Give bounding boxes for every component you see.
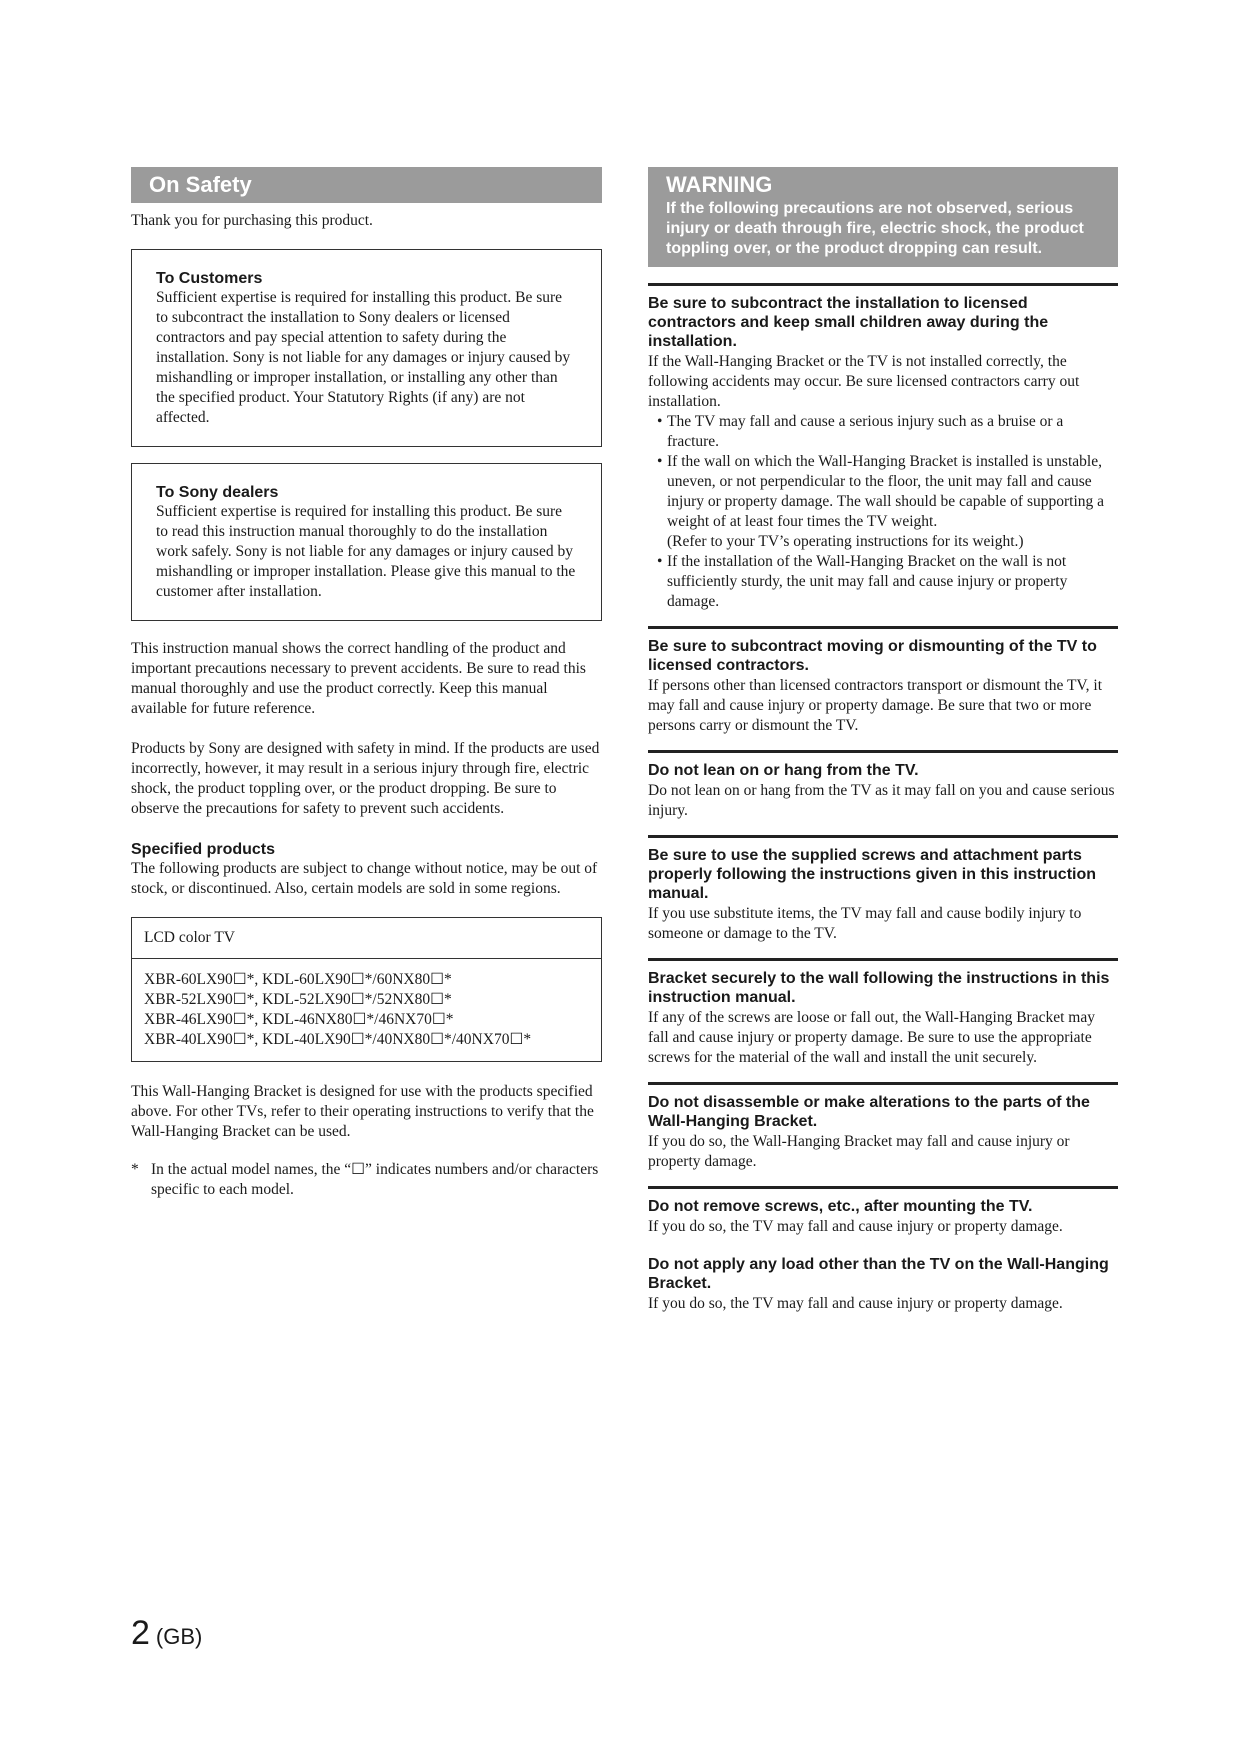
dealers-box (131, 463, 602, 621)
warning-item-heading: Do not apply any load other than the TV on the Wall-Hanging Bracket. (648, 1256, 1109, 1292)
design-paragraph: Products by Sony are designed with safety in mind. If the products are used incorrectly, however, it may result in a serious injury through fire, electric shock, the product toppling over, or the product dropping. Be sure to observe the precautions for safety to prevent such accidents. (131, 740, 600, 817)
product-table-body (132, 959, 601, 1061)
customers-heading: To Customers (156, 270, 263, 287)
warning-text: If the following precautions are not observed, serious injury or death through fire, electric shock, the product toppling over, or the product dropping can result. (666, 200, 1084, 257)
warning-item-heading: Do not lean on or hang from the TV. (648, 762, 919, 779)
customers-box (131, 249, 602, 447)
warning-item-text: If any of the screws are loose or fall out, the Wall-Hanging Bracket may fall and cause injury or property damage. Be sure to use the appropriate screws for the material of the wall and install the unit securely. (648, 1009, 1095, 1066)
warning-item-text: Do not lean on or hang from the TV as it may fall on you and cause serious injury. (648, 782, 1115, 819)
warning-item (648, 1247, 1118, 1314)
bullet-item: • The TV may fall and cause a serious injury such as a bruise or a fracture. (657, 413, 1064, 450)
warning-item (648, 283, 1118, 612)
warning-item-text: If you use substitute items, the TV may fall and cause bodily injury to someone or damage to the TV. (648, 905, 1082, 942)
warning-item-text: If you do so, the Wall-Hanging Bracket may fall and cause injury or property damage. (648, 1133, 1070, 1170)
warning-item-heading: Bracket securely to the wall following the instructions in this instruction manual. (648, 970, 1110, 1006)
specified-products-text: The following products are subject to change without notice, may be out of stock, or discontinued. Also, certain models are sold in some regions. (131, 860, 598, 897)
customers-text: Sufficient expertise is required for installing this product. Be sure to subcontract the installation to Sony dealers or licensed contractors and pay special attention to safety during the installation. Sony is not liable for any damages or injury caused by mishandling or improper installation, or installing any other than the specified product. Your Statutory Rights (if any) are not affected. (156, 289, 571, 426)
warning-item-heading: Be sure to subcontract moving or dismounting of the TV to licensed contractors. (648, 638, 1097, 674)
dealers-heading: To Sony dealers (156, 484, 279, 501)
warning-box (648, 167, 1118, 267)
dealers-text: Sufficient expertise is required for installing this product. Be sure to read this instruction manual thoroughly to do the installation work safely. Sony is not liable for any damages or injury caused by mishandling or improper installation. Please give this manual to the customer after installation. (156, 503, 576, 600)
warning-title: WARNING (666, 172, 773, 197)
intro-text: Thank you for purchasing this product. (131, 212, 373, 229)
right-column (648, 167, 1118, 1314)
warning-item-heading: Do not remove screws, etc., after mounting the TV. (648, 1198, 1033, 1215)
warning-item-heading: Do not disassemble or make alterations to the parts of the Wall-Hanging Bracket. (648, 1094, 1090, 1130)
section-title-on-safety: On Safety (131, 167, 602, 203)
specified-products-heading: Specified products (131, 841, 276, 858)
product-table (131, 917, 602, 1062)
warning-item-bullets (648, 412, 1118, 612)
product-table-header: LCD color TV (132, 918, 601, 959)
warning-item-heading: Be sure to subcontract the installation to licensed contractors and keep small children away during the installation. (648, 295, 1049, 350)
warning-item-text: If the Wall-Hanging Bracket or the TV is not installed correctly, the following accidents may occur. Be sure licensed contractors carry out installation. (648, 353, 1080, 410)
warning-item-heading: Be sure to use the supplied screws and attachment parts properly following the instructions given in this instruction manual. (648, 847, 1097, 902)
product-row: XBR-40LX90☐*, KDL-40LX90☐*/40NX80☐*/40NX70☐* (144, 1031, 532, 1048)
warning-item (648, 1186, 1118, 1237)
footnote (131, 1160, 602, 1200)
warning-item-text: If you do so, the TV may fall and cause injury or property damage. (648, 1295, 1063, 1312)
left-column (131, 167, 602, 1200)
warning-item-text: If persons other than licensed contractors transport or dismount the TV, it may fall and cause injury or property damage. Be sure that two or more persons carry or dismount the TV. (648, 677, 1102, 734)
product-row: XBR-46LX90☐*, KDL-46NX80☐*/46NX70☐* (144, 1011, 454, 1028)
footnote-text: In the actual model names, the “☐” indicates numbers and/or characters specific to each model. (151, 1161, 599, 1198)
warning-item (648, 750, 1118, 821)
product-row: XBR-60LX90☐*, KDL-60LX90☐*/60NX80☐* (144, 971, 452, 988)
warning-item-text: If you do so, the TV may fall and cause injury or property damage. (648, 1218, 1063, 1235)
manual-paragraph: This instruction manual shows the correct handling of the product and important precautions necessary to prevent accidents. Be sure to read this manual thoroughly and use the product correctly. Keep this manual available for future reference. (131, 640, 586, 717)
product-row: XBR-52LX90☐*, KDL-52LX90☐*/52NX80☐* (144, 991, 452, 1008)
warning-item (648, 1082, 1118, 1172)
compatibility-paragraph: This Wall-Hanging Bracket is designed for use with the products specified above. For other TVs, refer to their operating instructions to verify that the Wall-Hanging Bracket can be used. (131, 1083, 594, 1140)
bullet-item: • If the wall on which the Wall-Hanging Bracket is installed is unstable, uneven, or not perpendicular to the floor, the unit may fall and cause injury or property damage. The wall should be capable of supporting a weight of at least four times the TV weight. (Refer to your TV’s operating instructions for its weight.) (657, 453, 1105, 550)
warning-item (648, 626, 1118, 736)
bullet-note: (Refer to your TV’s operating instructions for its weight.) (667, 533, 1024, 550)
page-number: 2 (131, 1614, 150, 1652)
footnote-marker: * (131, 1161, 139, 1178)
bullet-item: • If the installation of the Wall-Hanging Bracket on the wall is not sufficiently sturdy, the unit may fall and cause injury or property damage. (657, 553, 1068, 610)
warning-item (648, 835, 1118, 944)
page-footer (131, 1614, 202, 1653)
region-code: (GB) (155, 1624, 203, 1649)
warning-item (648, 958, 1118, 1068)
